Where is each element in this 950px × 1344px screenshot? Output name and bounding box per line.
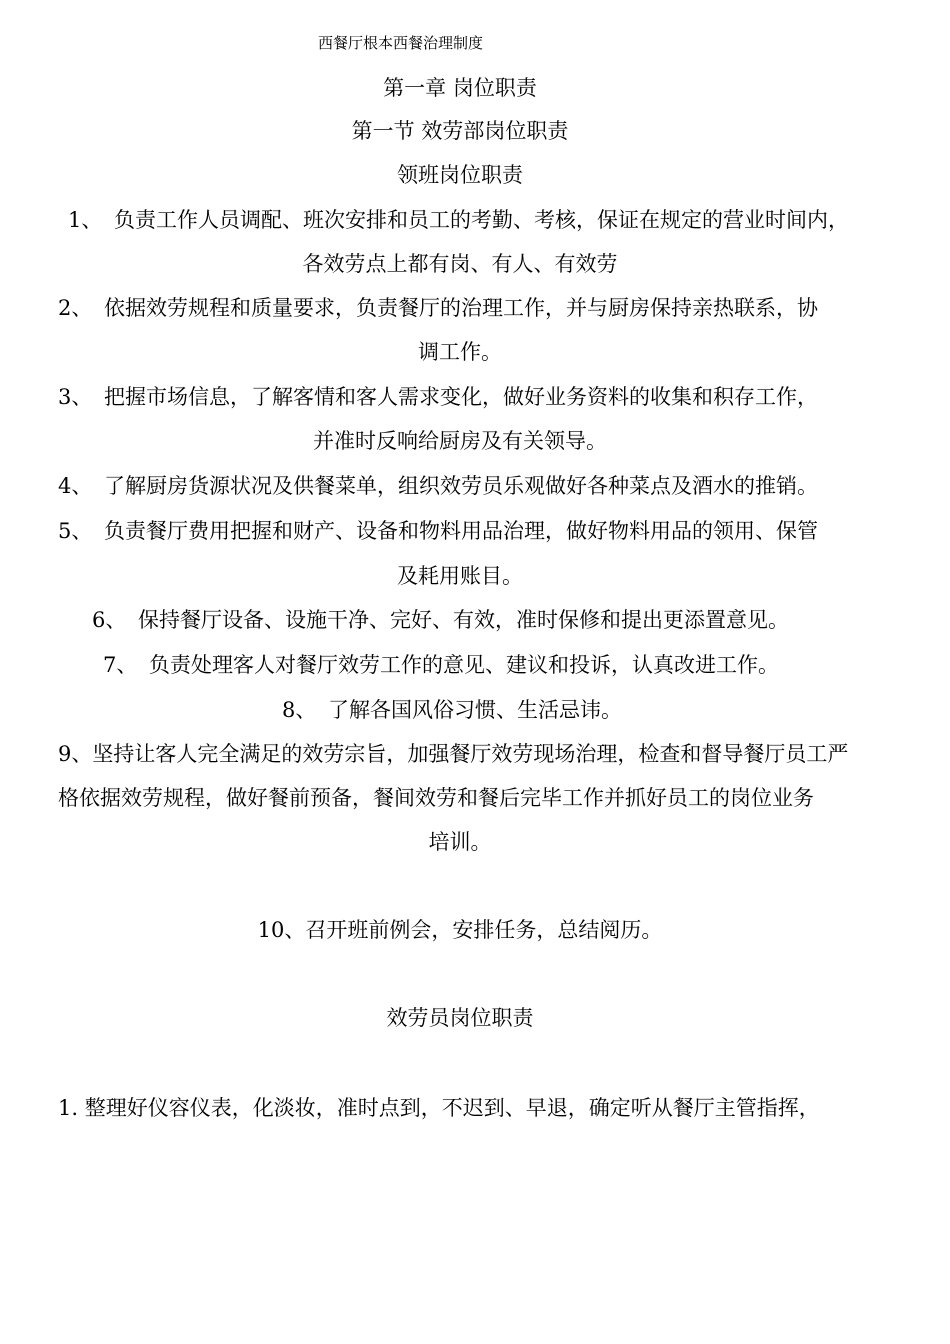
list-item-5 (58, 517, 818, 545)
list-item-number: 8、 (282, 698, 317, 722)
list-item-7 (103, 651, 779, 679)
list-item-number: 1、 (68, 208, 103, 232)
list-item-9-line-3: 培训。 (428, 830, 492, 854)
section-heading: 第一节 效劳部岗位职责 (351, 119, 569, 143)
list-item-3-continuation: 并准时反响给厨房及有关领导。 (313, 429, 607, 453)
list-item-text: 负责处理客人对餐厅效劳工作的意见、建议和投诉，认真改进工作。 (149, 653, 779, 677)
list-item-text: 把握市场信息，了解客情和客人需求变化，做好业务资料的收集和积存工作， (104, 385, 818, 409)
list-item-3 (58, 383, 818, 411)
list-item-9-line-1: 9、坚持让客人完全满足的效劳宗旨，加强餐厅效劳现场治理，检查和督导餐厅员工严 (58, 742, 849, 766)
list-item-5-continuation: 及耗用账目。 (397, 564, 523, 588)
list-item-number: 3、 (58, 385, 93, 409)
list-item-1-continuation: 各效劳点上都有岗、有人、有效劳 (302, 252, 618, 276)
list-item-text: 负责餐厅费用把握和财产、设备和物料用品治理，做好物料用品的领用、保管 (104, 519, 818, 543)
list-item-9-line-2: 格依据效劳规程，做好餐前预备，餐间效劳和餐后完毕工作并抓好员工的岗位业务 (58, 786, 814, 810)
chapter-heading: 第一章 岗位职责 (383, 76, 537, 100)
list-item-number: 2、 (58, 296, 93, 320)
subsection-heading-staff: 效劳员岗位职责 (386, 1006, 534, 1030)
list-item-2 (58, 294, 818, 322)
list-item-number: 5、 (58, 519, 93, 543)
list-item-text: 负责工作人员调配、班次安排和员工的考勤、考核，保证在规定的营业时间内， (114, 208, 849, 232)
list-item-number: 4、 (58, 474, 93, 498)
subsection-heading-foreman: 领班岗位职责 (397, 163, 523, 187)
list-item-10: 10、召开班前例会，安排任务，总结阅历。 (257, 918, 663, 942)
list-item-text: 了解各国风俗习惯、生活忌讳。 (328, 698, 622, 722)
document-title: 西餐厅根本西餐治理制度 (318, 34, 484, 52)
list-item-6 (92, 606, 789, 634)
list-item-text: 保持餐厅设备、设施干净、完好、有效，准时保修和提出更添置意见。 (138, 608, 789, 632)
list-item-8 (282, 696, 622, 724)
list-item-text: 了解厨房货源状况及供餐菜单，组织效劳员乐观做好各种菜点及酒水的推销。 (104, 474, 818, 498)
list-item-number: 6、 (92, 608, 127, 632)
list-item-2-continuation: 调工作。 (418, 340, 502, 364)
staff-list-item-1: 1. 整理好仪容仪表，化淡妆，准时点到，不迟到、早退，确定听从餐厅主管指挥， (58, 1096, 820, 1120)
list-item-text: 依据效劳规程和质量要求，负责餐厅的治理工作，并与厨房保持亲热联系，协 (104, 296, 818, 320)
list-item-4 (58, 472, 818, 500)
list-item-number: 7、 (103, 653, 138, 677)
list-item-1 (68, 206, 849, 234)
